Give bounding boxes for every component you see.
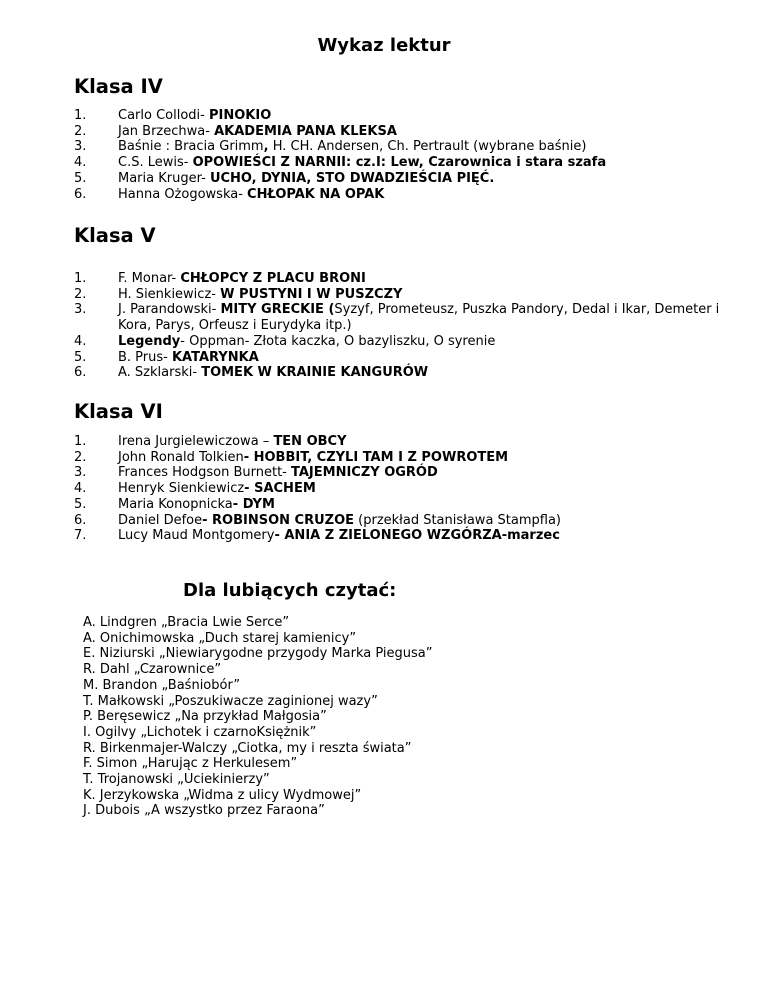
list-item: 5. B. Prus- KATARYNKA (74, 349, 259, 365)
list-item: 2. Jan Brzechwa- AKADEMIA PANA KLEKSA (74, 123, 397, 139)
list-item: 1. F. Monar- CHŁOPCY Z PLACU BRONI (74, 271, 366, 286)
list-item: E. Niziurski „Niewiarygodne przygody Marka Piegusa” (83, 646, 433, 662)
list-item: A. Onichimowska „Duch starej kamienicy” (83, 630, 357, 646)
list-item: 6. A. Szklarski- TOMEK W KRAINIE KANGURÓW (74, 365, 429, 381)
list-item: 5. Maria Kruger- UCHO, DYNIA, STO DWADZIEŚCIA PIĘĆ. (74, 170, 495, 186)
list-item: 1. Carlo Collodi- PINOKIO (74, 108, 272, 123)
list-item: 5. Maria Konopnicka- DYM (74, 496, 275, 512)
list-item: M. Brandon „Baśniobór” (83, 677, 241, 693)
list-item: 2. H. Sienkiewicz- W PUSTYNI I W PUSZCZY (74, 286, 403, 302)
list-item: R. Birkenmajer-Walczy „Ciotka, my i reszta świata” (83, 740, 412, 756)
list-item: R. Dahl „Czarownice” (83, 662, 222, 678)
list-item: 6. Daniel Defoe- ROBINSON CRUZOE (przekład Stanisława Stampfla) (74, 512, 561, 528)
reading-list-klasa-v (74, 271, 738, 381)
reading-list-klasa-iv (74, 108, 738, 202)
list-item: I. Ogilvy „Lichotek i czarnoKsiężnik” (83, 724, 317, 740)
list-item: T. Trojanowski „Uciekinierzy” (83, 772, 270, 788)
section-heading-klasa-iv: Klasa IV (74, 75, 163, 98)
list-item: 4. Legendy- Oppman- Złota kaczka, O bazyliszku, O syrenie (74, 333, 496, 349)
list-item: 7. Lucy Maud Montgomery- ANIA Z ZIELONEGO WZGÓRZA-marzec (74, 528, 560, 544)
list-item: 6. Hanna Ożogowska- CHŁOPAK NA OPAK (74, 186, 385, 202)
section-heading-klasa-v: Klasa V (74, 224, 156, 247)
list-item: 3. Baśnie : Bracia Grimm, H. CH. Andersen, Ch. Pertrault (wybrane baśnie) (74, 139, 587, 155)
list-item: 3. Frances Hodgson Burnett- TAJEMNICZY OGRÓD (74, 465, 438, 481)
section-heading-klasa-vi: Klasa VI (74, 400, 163, 423)
list-item: 3. J. Parandowski- MITY GRECKIE (Syzyf, Prometeusz, Puszka Pandory, Dedal i Ikar, Demeter i Kora, Parys, Orfeusz i Eurydyka itp.) (74, 302, 720, 334)
list-item: T. Małkowski „Poszukiwacze zaginionej wazy” (83, 693, 378, 709)
extra-reading-list (83, 615, 432, 819)
document-title: Wykaz lektur (317, 35, 451, 56)
list-item: P. Beręsewicz „Na przykład Małgosia” (83, 709, 327, 725)
list-item: F. Simon „Harując z Herkulesem” (83, 756, 298, 772)
list-item: 4. Henryk Sienkiewicz- SACHEM (74, 481, 316, 497)
list-item: 2. John Ronald Tolkien- HOBBIT, CZYLI TAM I Z POWROTEM (74, 449, 509, 465)
list-item: J. Dubois „A wszystko przez Faraona” (83, 803, 325, 819)
list-item: 1. Irena Jurgielewiczowa – TEN OBCY (74, 434, 347, 449)
reading-list-klasa-vi (74, 434, 738, 544)
list-item: A. Lindgren „Bracia Lwie Serce” (83, 615, 290, 630)
list-item: K. Jerzykowska „Widma z ulicy Wydmowej” (83, 787, 362, 803)
list-item: 4. C.S. Lewis- OPOWIEŚCI Z NARNII: cz.I: Lew, Czarownica i stara szafa (74, 155, 607, 171)
extra-reading-heading: Dla lubiących czytać: (183, 580, 397, 601)
